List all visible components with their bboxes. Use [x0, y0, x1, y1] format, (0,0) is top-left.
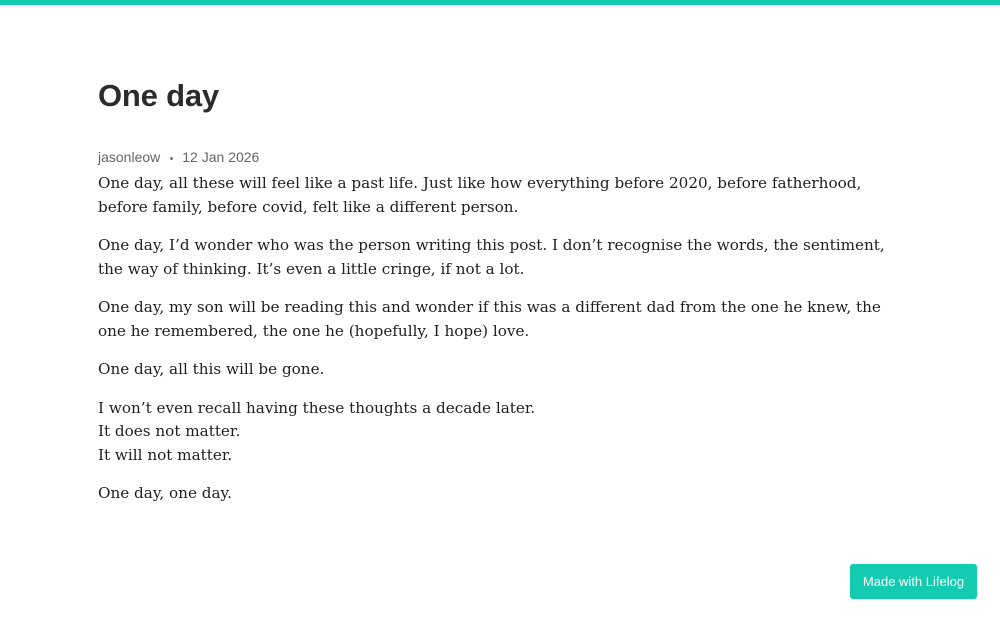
paragraph-line: One day, all this will be gone.	[98, 360, 325, 378]
paragraph-line: One day, all these will feel like a past life. Just like how everything before 2020, before fatherhood, before family, before covid, felt like a different person.	[98, 174, 862, 216]
post-paragraph	[98, 234, 898, 281]
top-accent-bar	[0, 0, 1000, 5]
paragraph-line: I won’t even recall having these thoughts a decade later.	[98, 398, 536, 417]
paragraph-line: One day, my son will be reading this and wonder if this was a different dad from the one he knew, the one he remembered, the one he (hopefully, I hope) love.	[98, 298, 881, 340]
post-paragraph	[98, 482, 898, 506]
paragraph-line: One day, one day.	[98, 484, 232, 502]
made-with-lifelog-button[interactable]: Made with Lifelog	[850, 564, 977, 599]
paragraph-line: It does not matter.	[98, 422, 241, 440]
post-body	[98, 172, 898, 506]
post-paragraph	[98, 172, 898, 219]
post-paragraph	[98, 358, 898, 382]
post-author[interactable]: jasonleow	[98, 149, 161, 165]
paragraph-line: It will not matter.	[98, 445, 233, 464]
paragraph-line: One day, I’d wonder who was the person writing this post. I don’t recognise the words, the sentiment, the way of thinking. It’s even a little cringe, if not a lot.	[98, 236, 885, 278]
post-paragraph	[98, 397, 898, 468]
post-article	[98, 76, 898, 521]
post-meta	[98, 148, 898, 166]
post-date: 12 Jan 2026	[182, 149, 260, 165]
meta-separator-dot	[170, 157, 173, 160]
post-paragraph	[98, 296, 898, 343]
post-title: One day	[98, 78, 219, 113]
